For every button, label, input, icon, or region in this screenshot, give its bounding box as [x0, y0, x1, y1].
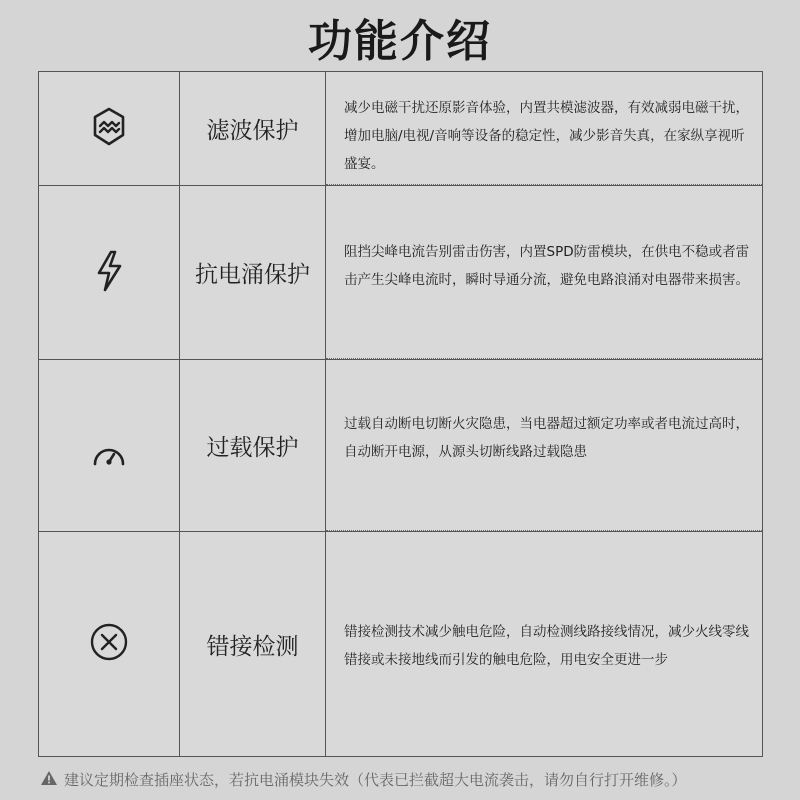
page-title: 功能介绍	[308, 16, 492, 67]
feature-description: 阻挡尖峰电流告别雷击伤害，内置SPD防雷模块，在供电不稳或者雷击产生尖峰电流时，瞬时导通分流，避免电路浪涌对电器带来损害。	[326, 186, 762, 359]
feature-description: 过载自动断电切断火灾隐患，当电器超过额定功率或者电流过高时，自动断开电源，从源头切断线路过载隐患	[326, 360, 762, 531]
gauge-icon	[92, 442, 126, 472]
feature-name: 过载保护	[180, 360, 326, 531]
lightning-icon	[94, 250, 124, 296]
warning-icon	[40, 770, 58, 790]
feature-name: 滤波保护	[180, 72, 326, 185]
feature-description: 错接检测技术减少触电危险，自动检测线路接线情况，减少火线零线错接或未接地线而引发的触电危险，用电安全更进一步	[344, 624, 749, 668]
feature-name: 抗电涌保护	[180, 186, 326, 359]
circle-x-icon	[89, 622, 129, 666]
feature-description: 减少电磁干扰还原影音体验，内置共模滤波器，有效减弱电磁干扰，增加电脑/电视/音响等设备的稳定性，减少影音失真，在家纵享视听盛宴。	[326, 72, 762, 185]
feature-table	[38, 71, 763, 757]
footer-text: 建议定期检查插座状态，若抗电涌模块失效（代表已拦截超大电流袭击，请勿自行打开维修。）	[64, 771, 687, 789]
feature-name: 错接检测	[180, 532, 326, 756]
feature-row-miswiring	[39, 532, 762, 756]
feature-row-surge	[39, 186, 762, 360]
feature-row-filter	[39, 72, 762, 186]
footer-note	[40, 769, 780, 790]
feature-row-overload	[39, 360, 762, 532]
shield-wave-icon	[92, 107, 126, 151]
